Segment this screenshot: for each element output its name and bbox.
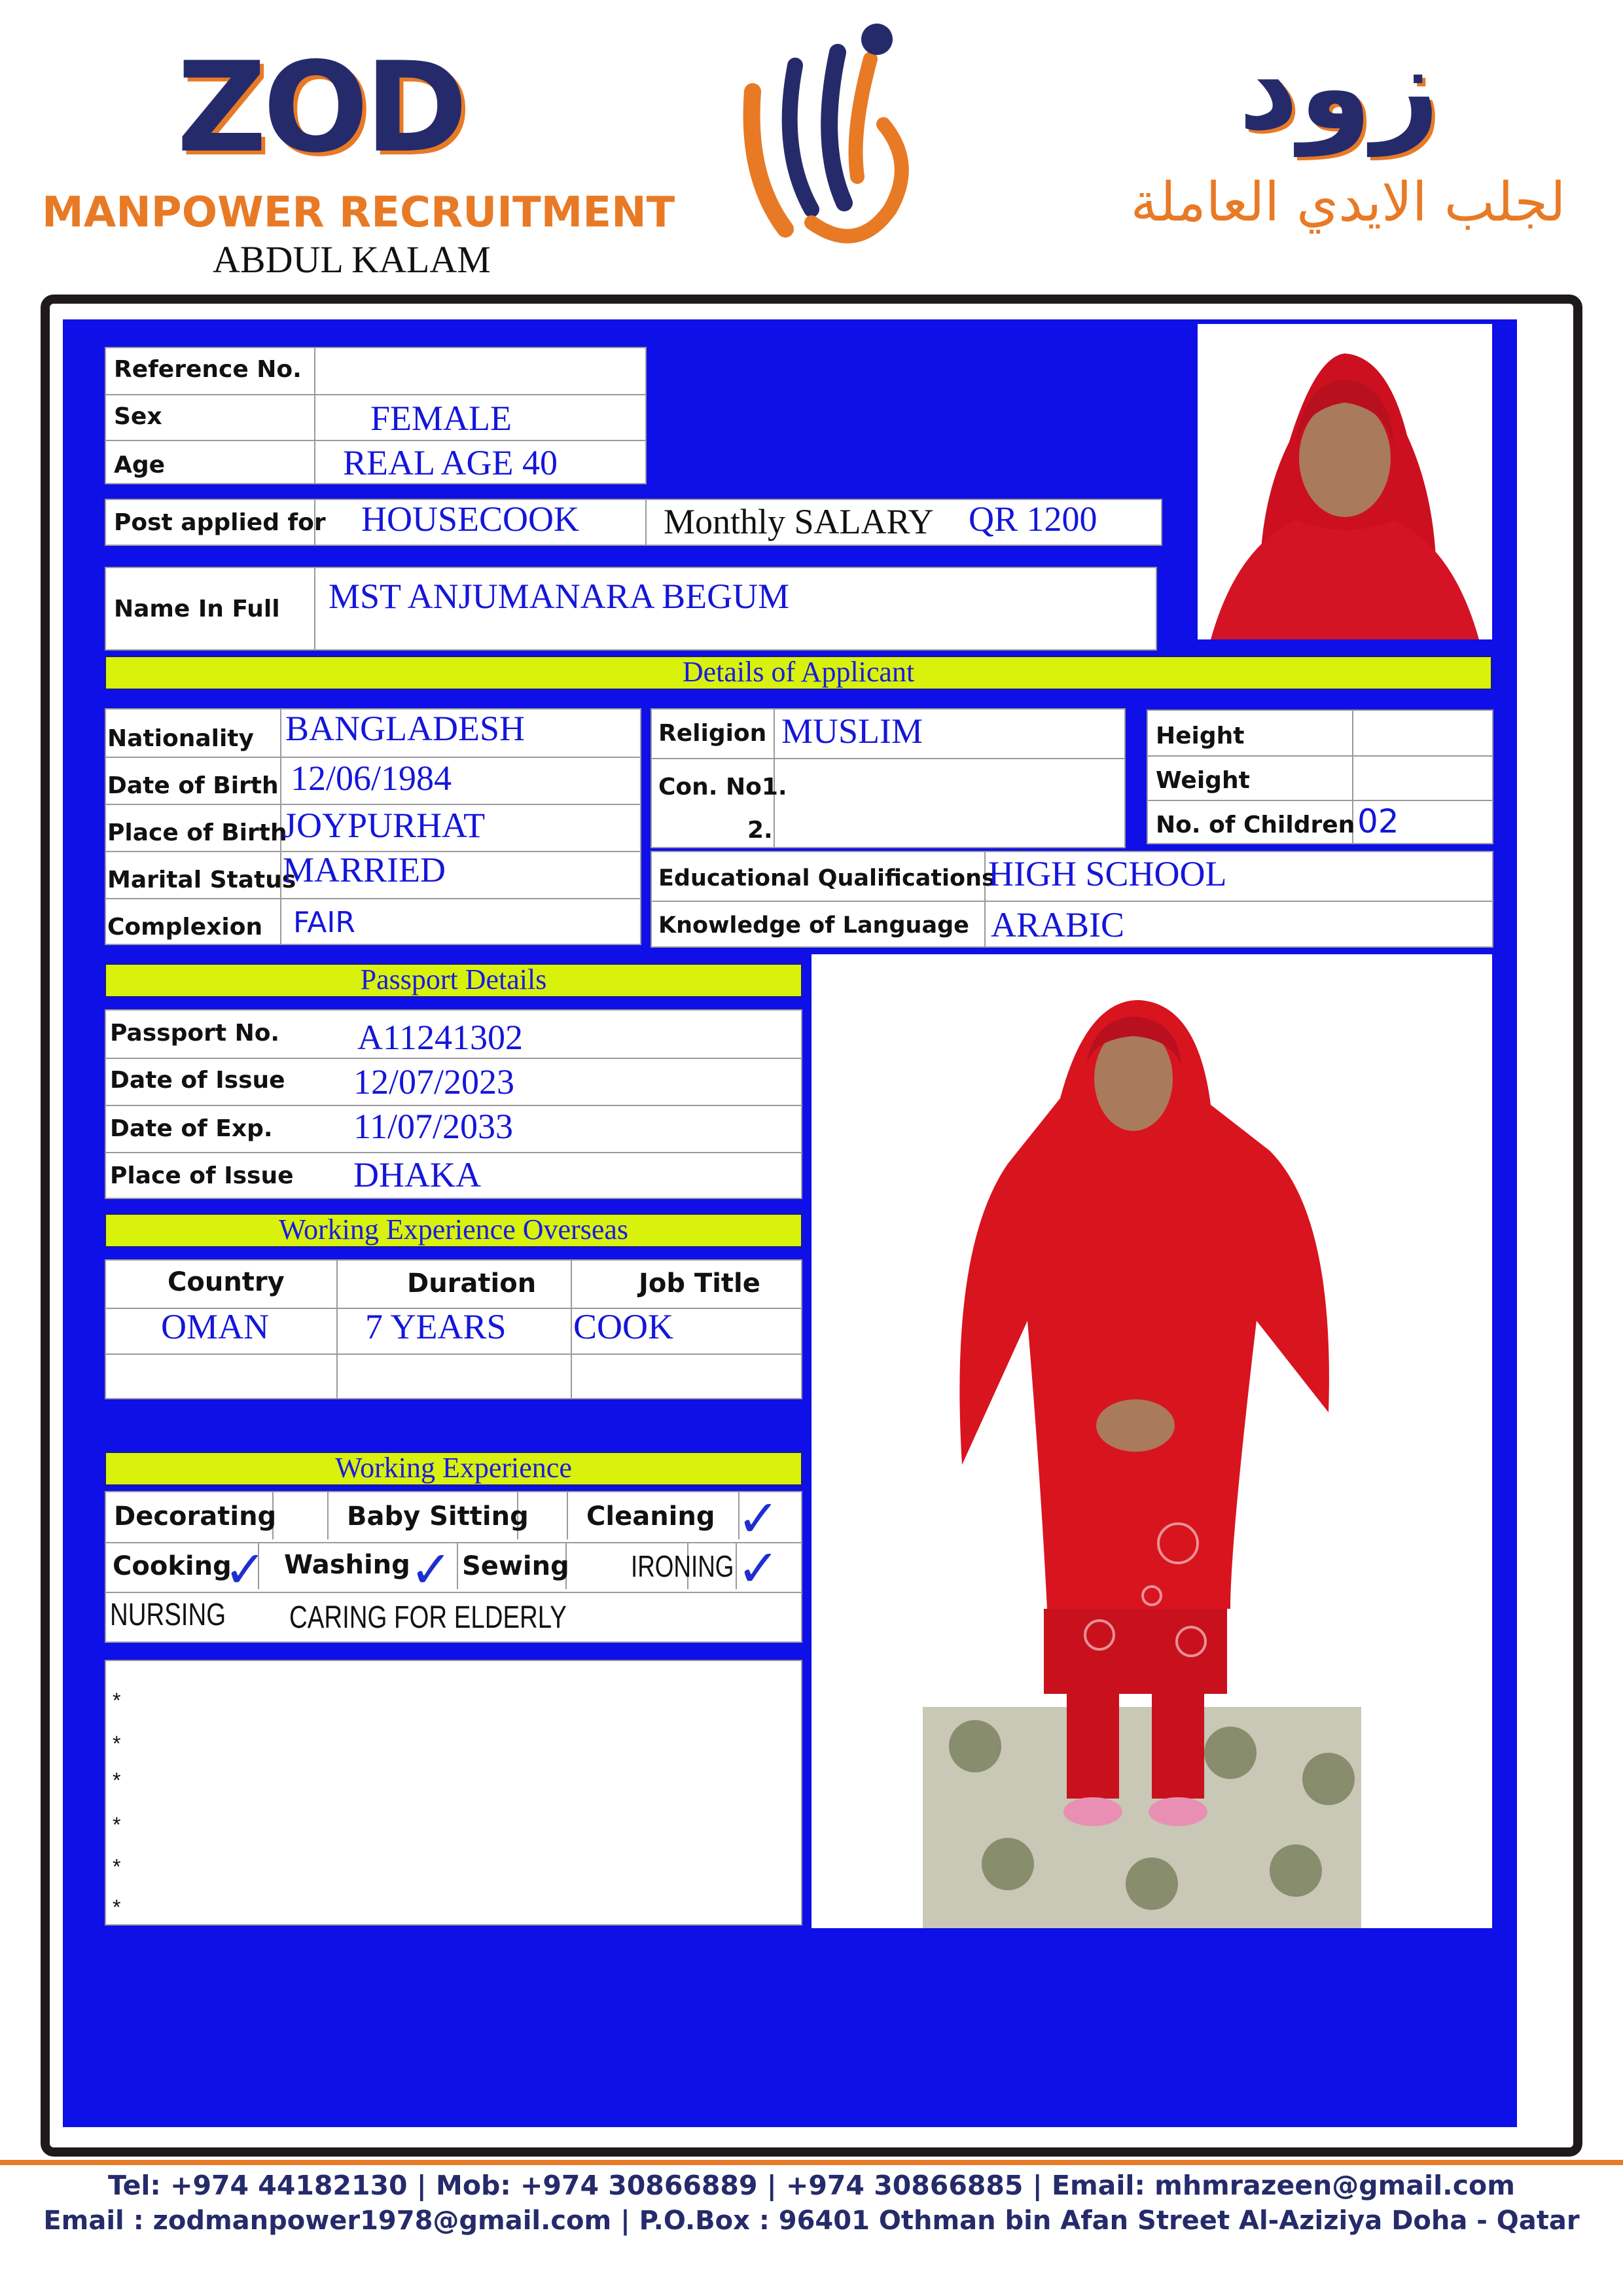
exp-decorating: Decorating — [114, 1501, 277, 1532]
exp-ironing: IRONING — [631, 1549, 734, 1583]
arabic-brand: زود — [1238, 20, 1440, 156]
exp-sewing: Sewing — [462, 1551, 569, 1581]
exp-washing-check-icon: ✓ — [410, 1541, 453, 1600]
age-label: Age — [114, 452, 166, 478]
overseas-header-duration: Duration — [407, 1268, 537, 1299]
footer-contact-line-2: Email : zodmanpower1978@gmail.com | P.O.Box : 96401 Othman bin Afan Street Al-Aziziya Doha - Qatar — [43, 2206, 1580, 2236]
complexion-label: Complexion — [107, 914, 263, 941]
passport-number-value: A11241302 — [357, 1018, 523, 1057]
religion-label: Religion — [658, 720, 767, 747]
exp-cleaning: Cleaning — [586, 1501, 715, 1532]
note-bullet: * — [113, 1768, 121, 1792]
exp-washing: Washing — [284, 1550, 410, 1580]
height-label: Height — [1156, 723, 1245, 749]
exp-cooking: Cooking — [113, 1551, 232, 1581]
contact-1-label: Con. No1. — [658, 774, 787, 800]
exp-baby-sitting: Baby Sitting — [347, 1501, 529, 1532]
note-bullet: * — [113, 1895, 121, 1919]
nationality-label: Nationality — [107, 725, 254, 752]
pob-label: Place of Birth — [107, 819, 287, 846]
overseas-country: OMAN — [161, 1307, 270, 1346]
exp-caring-elderly: CARING FOR ELDERLY — [289, 1600, 567, 1635]
nationality-value: BANGLADESH — [285, 709, 526, 748]
salary-value: QR 1200 — [969, 499, 1097, 539]
brand-title: ZOD — [177, 35, 465, 180]
note-bullet: * — [113, 1732, 121, 1755]
footer-rule — [0, 2160, 1623, 2165]
arabic-tagline: لجلب الايدي العاملة — [1130, 171, 1566, 234]
marital-value: MARRIED — [283, 850, 446, 889]
passport-heading: Passport Details — [105, 963, 802, 997]
full-body-photo — [812, 954, 1492, 1928]
contact-2-label: 2. — [747, 817, 773, 844]
exp-cooking-check-icon: ✓ — [224, 1541, 267, 1600]
passport-number-label: Passport No. — [110, 1020, 280, 1047]
brand-subtitle: MANPOWER RECRUITMENT — [42, 188, 675, 237]
experience-heading: Working Experience — [105, 1452, 802, 1486]
note-bullet: * — [113, 1855, 121, 1878]
issue-place-value: DHAKA — [353, 1155, 481, 1194]
owner-name: ABDUL KALAM — [213, 238, 491, 281]
exp-ironing-check-icon: ✓ — [737, 1539, 780, 1598]
dob-label: Date of Birth — [107, 772, 279, 799]
weight-label: Weight — [1156, 767, 1250, 794]
issue-date-label: Date of Issue — [110, 1067, 285, 1094]
expiry-date-value: 11/07/2033 — [353, 1107, 514, 1146]
complexion-value: FAIR — [293, 906, 355, 939]
name-value: MST ANJUMANARA BEGUM — [329, 577, 790, 616]
language-value: ARABIC — [991, 905, 1125, 944]
notes-box — [105, 1660, 802, 1926]
sex-label: Sex — [114, 403, 162, 430]
overseas-header-job: Job Title — [639, 1268, 760, 1299]
overseas-duration: 7 YEARS — [365, 1307, 507, 1346]
footer-contact-line-1: Tel: +974 44182130 | Mob: +974 30866889 | +974 30866885 | Email: mhmrazeen@gmail.com — [108, 2170, 1515, 2201]
note-bullet: * — [113, 1689, 121, 1712]
overseas-job: COOK — [573, 1307, 674, 1346]
reference-label: Reference No. — [114, 356, 302, 383]
overseas-heading: Working Experience Overseas — [105, 1213, 802, 1247]
marital-label: Marital Status — [107, 867, 296, 893]
portrait-photo — [1198, 324, 1492, 639]
post-value: HOUSECOOK — [361, 499, 580, 539]
expiry-date-label: Date of Exp. — [110, 1115, 273, 1142]
details-heading: Details of Applicant — [105, 656, 1492, 690]
language-label: Knowledge of Language — [658, 912, 969, 939]
issue-date-value: 12/07/2023 — [353, 1062, 515, 1102]
sex-value: FEMALE — [370, 399, 512, 438]
pob-value: JOYPURHAT — [283, 806, 486, 845]
education-label: Educational Qualifications — [658, 865, 995, 891]
overseas-header-country: Country — [168, 1267, 285, 1297]
age-value: REAL AGE 40 — [343, 443, 558, 482]
issue-place-label: Place of Issue — [110, 1162, 294, 1189]
children-label: No. of Children — [1156, 812, 1355, 838]
religion-value: MUSLIM — [781, 711, 923, 751]
exp-cleaning-check-icon: ✓ — [737, 1490, 780, 1549]
education-value: HIGH SCHOOL — [988, 854, 1227, 893]
zod-figure-logo-icon — [733, 13, 942, 262]
post-label: Post applied for — [114, 509, 326, 536]
note-bullet: * — [113, 1813, 121, 1837]
children-value: 02 — [1357, 802, 1399, 840]
exp-nursing: NURSING — [110, 1598, 226, 1632]
name-label: Name In Full — [114, 596, 280, 622]
dob-value: 12/06/1984 — [291, 759, 452, 798]
salary-label: Monthly SALARY — [664, 502, 934, 541]
